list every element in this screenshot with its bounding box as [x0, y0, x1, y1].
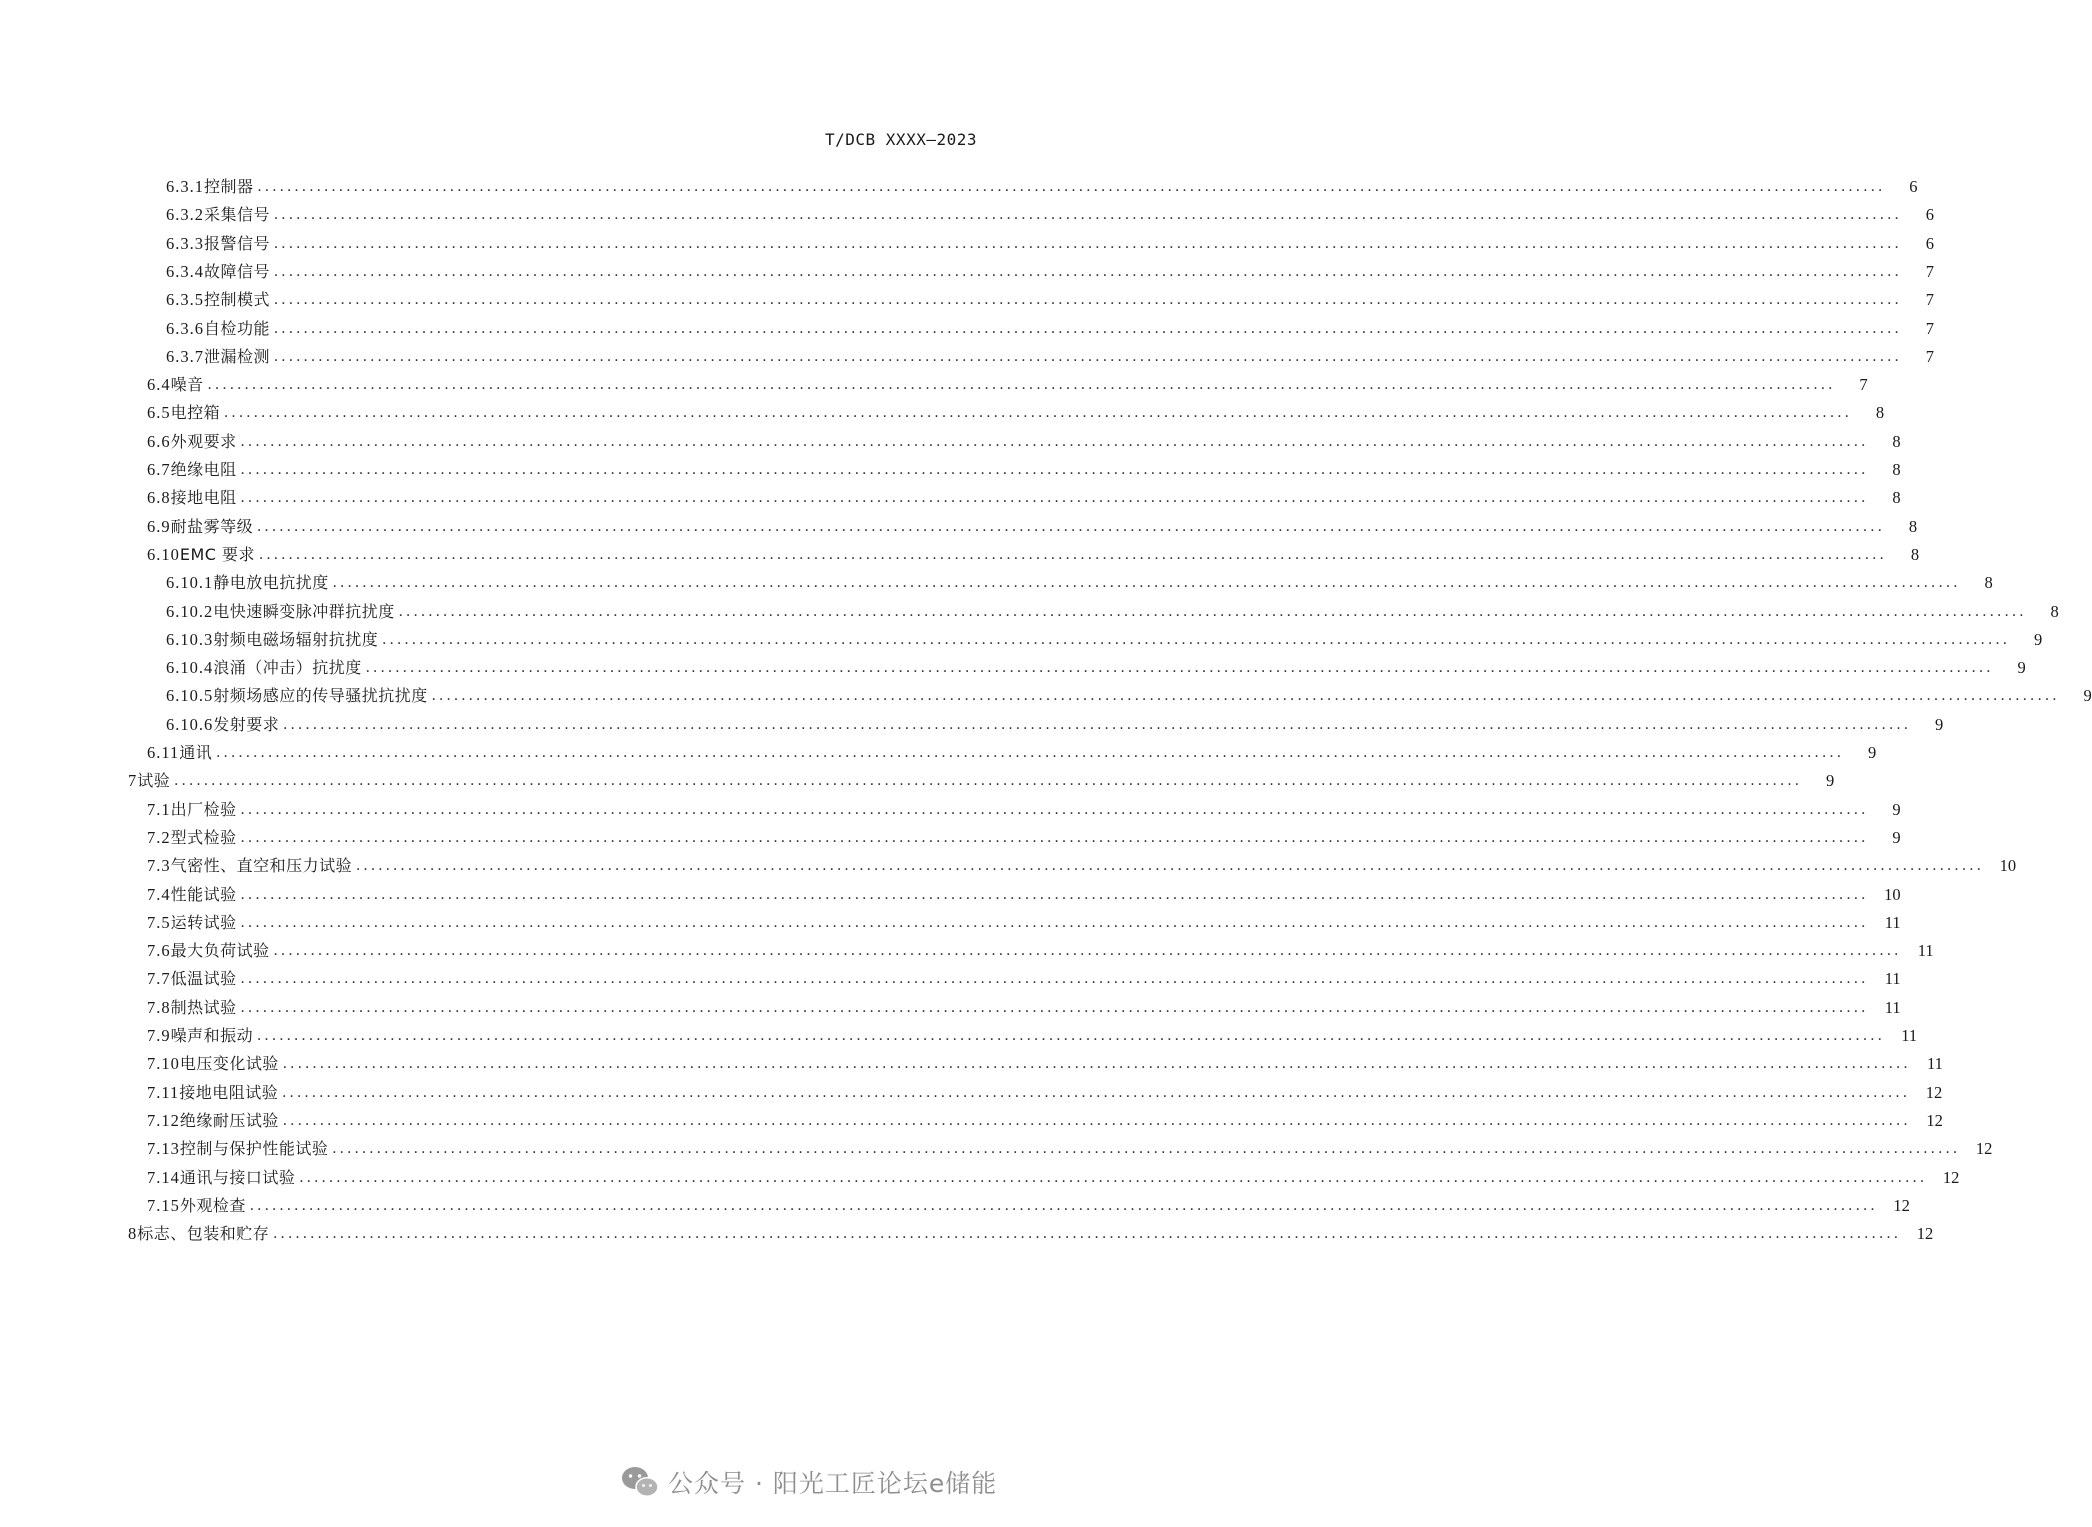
toc-leader-dots: ............................................................................................................................................................................................................................ [240, 970, 1869, 988]
toc-entry-title: 自检功能 [204, 318, 271, 338]
toc-entry-title: 外观检查 [179, 1195, 246, 1215]
toc-leader-dots: ............................................................................................................................................................................................................................ [282, 1111, 1911, 1129]
toc-leader-dots: ............................................................................................................................................................................................................................ [257, 517, 1886, 535]
toc-entry-page: 9 [1935, 714, 1944, 734]
toc-entry-page: 12 [1916, 1224, 1934, 1244]
toc-entry[interactable] [147, 1135, 1993, 1163]
toc-entry[interactable] [147, 881, 1901, 909]
toc-entry[interactable] [147, 1164, 1960, 1192]
toc-entry[interactable] [147, 484, 1901, 512]
toc-entry[interactable] [166, 343, 1935, 371]
toc-entry-number: 6.6 [147, 431, 171, 451]
toc-leader-dots: ............................................................................................................................................................................................................................ [398, 602, 2027, 620]
toc-entry-number: 7.11 [147, 1082, 180, 1102]
toc-entry-page: 8 [1908, 516, 1918, 536]
toc-entry-page: 9 [1826, 771, 1835, 791]
toc-entry-title: 通讯 [179, 743, 213, 762]
toc-entry-number: 7.12 [147, 1110, 180, 1130]
toc-leader-dots: ............................................................................................................................................................................................................................ [216, 744, 1845, 761]
toc-entry-page: 8 [1875, 403, 1885, 423]
toc-entry-page: 10 [1884, 884, 1901, 904]
toc-entry-number: 7.13 [147, 1139, 180, 1159]
toc-leader-dots: ............................................................................................................................................................................................................................ [240, 800, 1869, 818]
toc-entry[interactable] [147, 852, 2017, 880]
toc-entry[interactable] [147, 513, 1918, 541]
toc-entry-title: 采集信号 [204, 205, 271, 225]
toc-leader-dots: ............................................................................................................................................................................................................................ [274, 262, 1903, 280]
toc-entry[interactable] [128, 1220, 1934, 1248]
toc-entry-page: 11 [1884, 912, 1901, 932]
toc-leader-dots: ............................................................................................................................................................................................................................ [224, 404, 1853, 422]
toc-entry[interactable] [147, 937, 1934, 965]
toc-entry-number: 6.3.6 [166, 318, 204, 338]
toc-entry-number: 6.5 [147, 403, 171, 423]
toc-entry-number: 6.10.6 [166, 714, 214, 734]
toc-entry-number: 7.15 [147, 1195, 180, 1215]
toc-entry-number: 7.14 [147, 1167, 180, 1187]
watermark [620, 1462, 997, 1502]
toc-leader-dots: ............................................................................................................................................................................................................................ [240, 461, 1869, 478]
toc-entry-title: 电压变化试验 [179, 1054, 279, 1074]
toc-entry[interactable] [166, 682, 2092, 710]
toc-entry-number: 6.3.4 [166, 261, 204, 281]
toc-entry-number: 6.10.4 [166, 658, 214, 678]
toc-entry-page: 6 [1909, 177, 1918, 196]
toc-entry-title: EMC 要求 [179, 544, 256, 564]
toc-entry-page: 11 [1884, 969, 1901, 989]
toc-entry-title: 接地电阻 [170, 488, 237, 508]
toc-entry-number: 6.3.3 [166, 233, 204, 253]
toc-entry-page: 12 [1926, 1110, 1943, 1130]
toc-entry-number: 7.4 [147, 884, 171, 904]
toc-entry-page: 11 [1927, 1054, 1943, 1074]
toc-entry-number: 7.10 [147, 1054, 180, 1074]
toc-leader-dots: ............................................................................................................................................................................................................................ [365, 659, 1994, 677]
toc-entry-page: 8 [1910, 544, 1920, 564]
toc-leader-dots: ............................................................................................................................................................................................................................ [282, 1055, 1911, 1073]
toc-entry-page: 7 [1925, 261, 1935, 281]
toc-entry-page: 10 [1999, 856, 2017, 876]
toc-entry[interactable] [166, 711, 1944, 739]
wechat-icon [620, 1465, 660, 1499]
toc-entry[interactable] [166, 598, 2059, 626]
toc-leader-dots: ............................................................................................................................................................................................................................ [274, 319, 1903, 337]
toc-leader-dots: ............................................................................................................................................................................................................................ [240, 998, 1869, 1016]
toc-entry-title: 绝缘耐压试验 [179, 1110, 279, 1130]
toc-entry-title: 控制模式 [204, 290, 271, 310]
toc-entry-page: 7 [1859, 375, 1868, 395]
toc-entry-number: 6.4 [147, 375, 171, 395]
toc-leader-dots: ............................................................................................................................................................................................................................ [207, 376, 1836, 394]
toc-entry[interactable] [128, 767, 1835, 795]
toc-entry-title: 绝缘电阻 [170, 460, 237, 479]
toc-entry-title: 运转试验 [170, 912, 237, 932]
toc-entry[interactable] [166, 626, 2043, 654]
toc-entry[interactable] [147, 965, 1901, 993]
toc-entry-title: 电控箱 [170, 403, 221, 423]
toc-entry-page: 9 [1892, 827, 1901, 847]
toc-entry-page: 7 [1925, 318, 1935, 338]
document-code: T/DCB XXXX—2023 [825, 130, 977, 149]
toc-entry-page: 9 [1892, 799, 1901, 819]
toc-entry-page: 12 [1925, 1082, 1943, 1102]
toc-entry-title: 射频场感应的传导骚扰抗扰度 [213, 686, 428, 706]
toc-entry-page: 12 [1975, 1139, 1993, 1159]
toc-entry-number: 7.2 [147, 827, 171, 847]
toc-entry-title: 噪音 [170, 375, 204, 395]
toc-entry-page: 8 [1984, 573, 1993, 593]
toc-entry-number: 7.3 [147, 856, 171, 876]
toc-entry[interactable] [147, 1050, 1943, 1078]
toc-entry-title: 发射要求 [213, 714, 280, 734]
toc-entry[interactable] [166, 315, 1935, 343]
toc-leader-dots: ............................................................................................................................................................................................................................ [274, 291, 1903, 309]
toc-entry[interactable] [166, 258, 1935, 286]
toc-entry-page: 6 [1925, 233, 1935, 253]
toc-leader-dots: ............................................................................................................................................................................................................................ [382, 630, 2011, 648]
toc-entry-number: 6.3.2 [166, 205, 204, 225]
toc-entry-page: 9 [2034, 629, 2043, 649]
toc-entry[interactable] [147, 1192, 1910, 1220]
toc-entry-title: 泄漏检测 [204, 346, 271, 366]
toc-leader-dots: ............................................................................................................................................................................................................................ [259, 545, 1888, 563]
toc-entry-page: 8 [1892, 488, 1901, 508]
toc-entry[interactable] [147, 399, 1885, 427]
toc-leader-dots: ............................................................................................................................................................................................................................ [257, 178, 1886, 195]
toc-leader-dots: ............................................................................................................................................................................................................................ [356, 857, 1985, 875]
toc-leader-dots: ............................................................................................................................................................................................................................ [273, 942, 1902, 960]
toc-entry-title: 电快速瞬变脉冲群抗扰度 [213, 601, 395, 621]
toc-entry[interactable] [147, 1022, 1918, 1050]
toc-entry-number: 6.10.3 [166, 629, 214, 649]
toc-entry-number: 7.7 [147, 969, 171, 989]
toc-entry-title: 试验 [137, 771, 171, 791]
toc-leader-dots: ............................................................................................................................................................................................................................ [332, 1140, 1961, 1158]
toc-entry-number: 6.7 [147, 460, 171, 479]
toc-entry-number: 7.6 [147, 941, 171, 961]
watermark-text: 公众号 · 阳光工匠论坛e储能 [668, 1469, 998, 1498]
toc-leader-dots: ............................................................................................................................................................................................................................ [240, 913, 1869, 931]
toc-entry-title: 气密性、直空和压力试验 [170, 856, 353, 876]
toc-entry-page: 8 [1892, 460, 1901, 479]
toc-entry-title: 射频电磁场辐射抗扰度 [213, 629, 379, 649]
toc-entry-page: 12 [1893, 1195, 1910, 1215]
toc-leader-dots: ............................................................................................................................................................................................................................ [240, 432, 1869, 450]
toc-entry-page: 7 [1925, 290, 1935, 310]
toc-entry-title: 浪涌（冲击）抗扰度 [213, 658, 362, 678]
toc-entry-title: 标志、包装和贮存 [137, 1224, 270, 1244]
toc-entry-number: 6.9 [147, 516, 171, 536]
toc-leader-dots: ............................................................................................................................................................................................................................ [299, 1168, 1928, 1186]
toc-entry-number: 6.3.1 [166, 177, 204, 196]
toc-entry-title: 噪声和振动 [170, 1026, 254, 1045]
toc-entry-number: 6.10.5 [166, 686, 214, 706]
toc-entry[interactable] [147, 1079, 1943, 1107]
toc-entry[interactable] [147, 994, 1901, 1022]
toc-entry-number: 6.3.5 [166, 290, 204, 310]
toc-entry-page: 6 [1925, 205, 1935, 225]
toc-entry-page: 11 [1884, 997, 1901, 1017]
toc-entry-number: 7.1 [147, 799, 171, 819]
toc-entry[interactable] [147, 428, 1901, 456]
toc-leader-dots: ............................................................................................................................................................................................................................ [240, 828, 1869, 846]
toc-leader-dots: ............................................................................................................................................................................................................................ [240, 885, 1869, 903]
toc-entry-page: 7 [1925, 346, 1935, 366]
toc-entry-title: 出厂检验 [170, 799, 237, 819]
toc-entry-page: 9 [1868, 743, 1877, 762]
toc-entry[interactable] [147, 371, 1868, 399]
toc-entry-page: 9 [2083, 686, 2092, 706]
toc-entry[interactable] [147, 739, 1877, 767]
toc-leader-dots: ............................................................................................................................................................................................................................ [274, 206, 1903, 224]
toc-entry[interactable] [147, 1107, 1943, 1135]
toc-entry-title: 型式检验 [170, 827, 237, 847]
toc-entry-number: 6.10.2 [166, 601, 214, 621]
toc-entry-title: 外观要求 [170, 431, 237, 451]
toc-entry-page: 8 [1892, 431, 1901, 451]
toc-entry[interactable] [166, 230, 1935, 258]
toc-entry[interactable] [147, 456, 1901, 484]
toc-entry-title: 接地电阻试验 [179, 1082, 279, 1102]
toc-entry-page: 12 [1942, 1167, 1960, 1187]
toc-entry-page: 11 [1901, 1026, 1918, 1045]
toc-entry-number: 6.10 [147, 544, 180, 564]
toc-leader-dots: ............................................................................................................................................................................................................................ [174, 772, 1803, 790]
toc-entry[interactable] [166, 201, 1935, 229]
toc-entry-number: 7.5 [147, 912, 171, 932]
toc-leader-dots: ............................................................................................................................................................................................................................ [332, 574, 1961, 592]
toc-entry-title: 最大负荷试验 [170, 941, 270, 961]
toc-entry[interactable] [166, 173, 1918, 201]
toc-leader-dots: ............................................................................................................................................................................................................................ [283, 715, 1912, 733]
toc-entry-title: 通讯与接口试验 [179, 1167, 296, 1187]
toc-entry-number: 7 [128, 771, 138, 791]
toc-leader-dots: ............................................................................................................................................................................................................................ [273, 1225, 1902, 1243]
toc-leader-dots: ............................................................................................................................................................................................................................ [431, 687, 2060, 705]
toc-entry[interactable] [166, 286, 1935, 314]
toc-entry[interactable] [166, 569, 1993, 597]
toc-entry-number: 6.11 [147, 743, 180, 762]
toc-entry-number: 7.9 [147, 1026, 171, 1045]
toc-leader-dots: ............................................................................................................................................................................................................................ [274, 347, 1903, 365]
toc-entry-title: 性能试验 [170, 884, 237, 904]
toc-entry-number: 6.3.7 [166, 346, 204, 366]
toc-entry[interactable] [147, 824, 1901, 852]
toc-entry-title: 报警信号 [204, 233, 271, 253]
toc-entry-number: 7.8 [147, 997, 171, 1017]
toc-entry-number: 8 [128, 1224, 138, 1244]
toc-leader-dots: ............................................................................................................................................................................................................................ [249, 1196, 1878, 1214]
toc-entry-title: 低温试验 [170, 969, 237, 989]
toc-entry-title: 静电放电抗扰度 [213, 573, 329, 593]
toc-entry-title: 控制与保护性能试验 [179, 1139, 329, 1159]
toc-entry-page: 8 [2050, 601, 2059, 621]
toc-entry[interactable] [166, 654, 2026, 682]
toc-leader-dots: ............................................................................................................................................................................................................................ [257, 1027, 1886, 1044]
toc-entry-number: 6.8 [147, 488, 171, 508]
toc-entry-page: 9 [2017, 658, 2026, 678]
toc-entry-title: 故障信号 [204, 261, 271, 281]
toc-leader-dots: ............................................................................................................................................................................................................................ [282, 1083, 1911, 1101]
toc-entry[interactable] [147, 541, 1920, 569]
toc-entry-title: 耐盐雾等级 [170, 516, 254, 536]
toc-leader-dots: ............................................................................................................................................................................................................................ [274, 234, 1903, 252]
toc-entry[interactable] [147, 796, 1901, 824]
toc-entry-title: 控制器 [204, 177, 254, 196]
toc-leader-dots: ............................................................................................................................................................................................................................ [240, 489, 1869, 507]
toc-entry-page: 11 [1917, 941, 1934, 961]
toc-entry-number: 6.10.1 [166, 573, 214, 593]
toc-entry[interactable] [147, 909, 1901, 937]
toc-entry-title: 制热试验 [170, 997, 237, 1017]
